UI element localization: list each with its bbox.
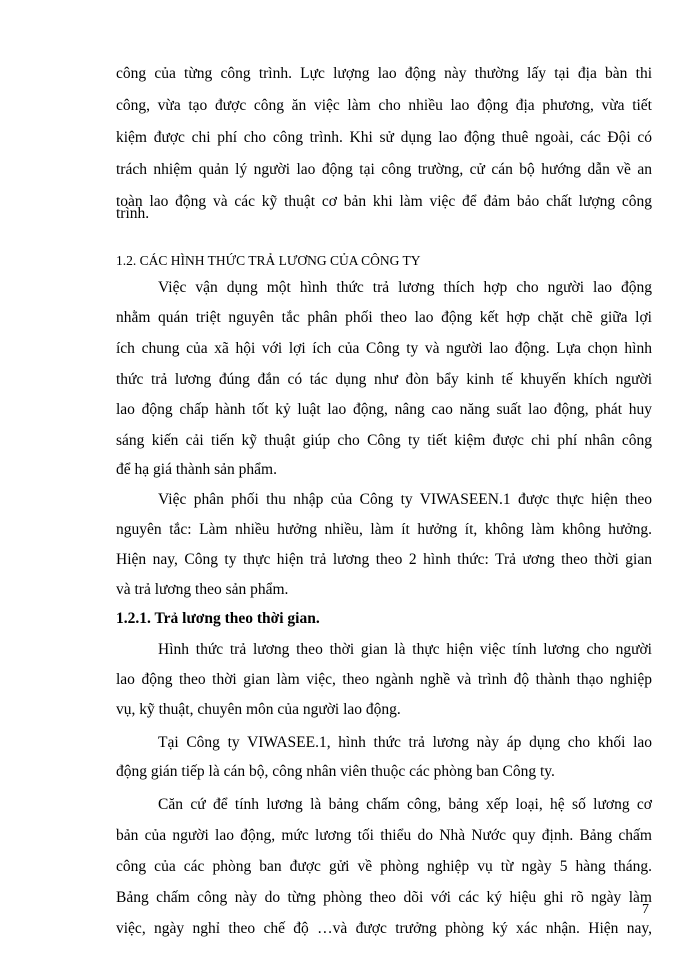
text-line: Bảng chấm công này do từng phòng theo dõi với các ký hiệu ghi rõ ngày làm <box>116 889 652 906</box>
text-line: vụ, kỹ thuật, chuyên môn của người lao động. <box>116 701 401 718</box>
text-line: thức trả lương đúng đắn có tác dụng như đòn bẩy kinh tế khuyến khích người <box>116 371 652 388</box>
text-line: Việc vận dụng một hình thức trả lương thích hợp cho người lao động <box>158 279 652 296</box>
text-line: để hạ giá thành sản phẩm. <box>116 461 277 478</box>
text-line: Tại Công ty VIWASEE.1, hình thức trả lương này áp dụng cho khối lao <box>158 734 652 751</box>
text-line: và trả lương theo sản phẩm. <box>116 581 289 598</box>
text-line: kiệm được chi phí cho công trình. Khi sử dụng lao động thuê ngoài, các Đội có <box>116 129 652 146</box>
text-line: Căn cứ để tính lương là bảng chấm công, bảng xếp loại, hệ số lương cơ <box>158 796 652 813</box>
text-line: nhằm quán triệt nguyên tắc phân phối theo lao động kết hợp chặt chẽ giữa lợi <box>116 309 652 326</box>
text-line: lao động chấp hành tốt kỷ luật lao động, nâng cao năng suất lao động, phát huy <box>116 401 652 418</box>
page-number: 7 <box>642 902 649 917</box>
text-line: Việc phân phối thu nhập của Công ty VIWASEEN.1 được thực hiện theo <box>158 491 652 508</box>
text-line: công của từng công trình. Lực lượng lao động này thường lấy tại địa bàn thi <box>116 65 652 82</box>
text-line: sáng kiến cải tiến kỹ thuật giúp cho Công ty tiết kiệm được chi phí nhân công <box>116 432 652 449</box>
text-line: trách nhiệm quản lý người lao động tại công trường, cử cán bộ hướng dẫn về an <box>116 161 652 178</box>
text-line: bản của người lao động, mức lương tối thiểu do Nhà Nước quy định. Bảng chấm <box>116 827 652 844</box>
text-line: Hiện nay, Công ty thực hiện trả lương theo 2 hình thức: Trả ương theo thời gian <box>116 551 652 568</box>
text-line: Hình thức trả lương theo thời gian là thực hiện việc tính lương cho người <box>158 641 652 658</box>
text-line: toàn lao động và các kỹ thuật cơ bản khi làm việc để đảm bảo chất lượng công <box>116 193 652 210</box>
text-line: nguyên tắc: Làm nhiều hưởng nhiều, làm ít hưởng ít, không làm không hưởng. <box>116 521 652 538</box>
text-line: công của các phòng ban được gửi về phòng nghiệp vụ từ ngày 5 hàng tháng. <box>116 858 652 875</box>
text-line: ích chung của xã hội với lợi ích của Công ty và người lao động. Lựa chọn hình <box>116 340 652 357</box>
text-line: động gián tiếp là cán bộ, công nhân viên thuộc các phòng ban Công ty. <box>116 763 555 780</box>
text-line: lao động theo thời gian làm việc, theo ngành nghề và trình độ thành thạo nghiệp <box>116 671 652 688</box>
text-line: việc, ngày nghỉ theo chế độ …và được trưởng phòng ký xác nhận. Hiện nay, <box>116 920 652 937</box>
text-line: trình. <box>116 205 150 222</box>
text-line: công, vừa tạo được công ăn việc làm cho nhiều lao động địa phương, vừa tiết <box>116 97 652 114</box>
subsection-heading: 1.2.1. Trả lương theo thời gian. <box>116 610 320 627</box>
section-heading: 1.2. CÁC HÌNH THỨC TRẢ LƯƠNG CỦA CÔNG TY <box>116 253 421 268</box>
